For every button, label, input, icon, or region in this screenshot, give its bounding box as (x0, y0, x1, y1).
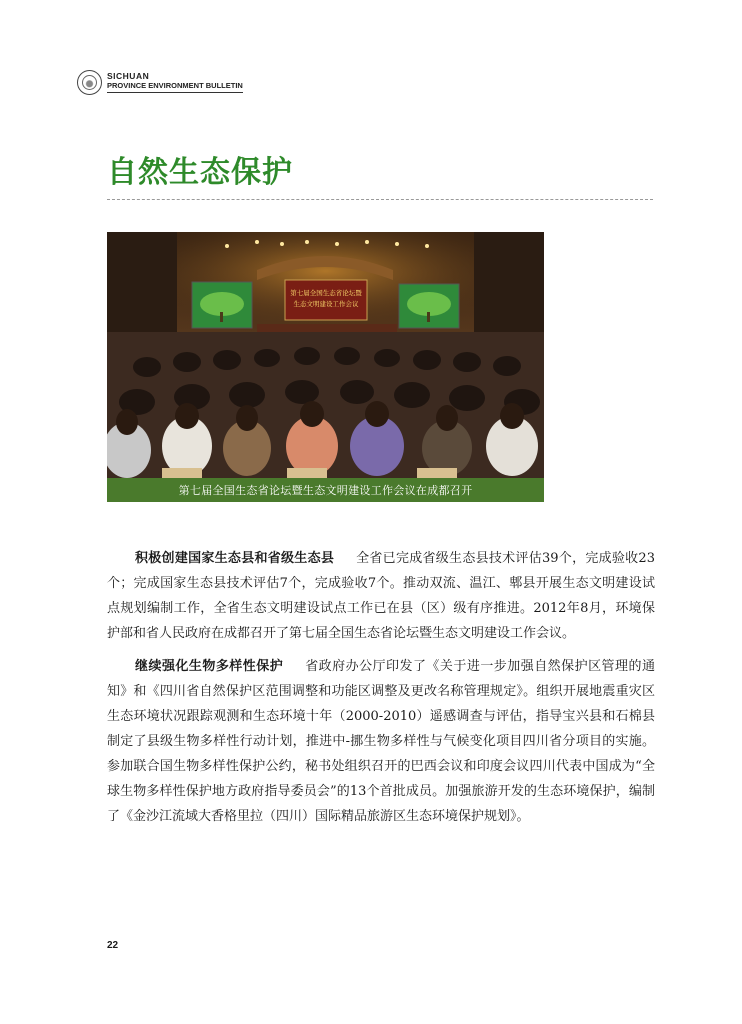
paragraph-lead: 继续强化生物多样性保护 (135, 659, 284, 674)
emblem-logo-icon (77, 70, 102, 95)
paragraph-ecological-counties (107, 546, 655, 646)
brand-line-2: PROVINCE ENVIRONMENT BULLETIN (107, 82, 243, 93)
photo-caption-bar (107, 478, 544, 502)
paragraph-text: 省政府办公厅印发了《关于进一步加强自然保护区管理的通知》和《四川省自然保护区范围调整和功能区调整及更改名称管理规定》。组织开展地震重灾区生态环境状况跟踪观测和生态环境十年（2000-2010）遥感调查与评估，指导宝兴县和石棉县制定了县级生物多样性行动计划，推进中-挪生物多样性与气候变化项目四川省分项目的实施。参加联合国生物多样性保护公约，秘书处组织召开的巴西会议和印度会议四川代表中国成为“全球生物多样性保护地方政府指导委员会”的13个首批成员。加强旅游开发的生态环境保护，编制了《金沙江流域大香格里拉（四川）国际精品旅游区生态环境保护规划》。 (107, 659, 655, 824)
paragraph-text: 全省已完成省级生态县技术评估39个，完成验收23个；完成国家生态县技术评估7个，完成验收7个。推动双流、温江、郫县开展生态文明建设试点规划编制工作，全省生态文明建设试点工作已在县（区）级有序推进。2012年8月，环境保护部和省人民政府在成都召开了第七届全国生态省论坛暨生态文明建设工作会议。 (107, 551, 655, 641)
bulletin-brand (107, 72, 243, 92)
paragraph-lead: 积极创建国家生态县和省级生态县 (135, 551, 335, 566)
paragraph-biodiversity (107, 654, 655, 829)
page-number: 22 (107, 940, 119, 951)
bulletin-header (77, 70, 243, 95)
conference-hall-image (107, 232, 544, 478)
photo-caption: 第七届全国生态省论坛暨生态文明建设工作会议在成都召开 (178, 484, 473, 497)
brand-line-1: SICHUAN (107, 71, 150, 82)
screen-title-line-2: 生态文明建设工作会议 (293, 300, 359, 308)
dashed-divider (107, 199, 653, 200)
article-body (107, 546, 655, 837)
screen-title-line-1: 第七届全国生态省论坛暨 (290, 289, 362, 297)
conference-photo (107, 232, 544, 502)
section-title: 自然生态保护 (107, 155, 293, 190)
